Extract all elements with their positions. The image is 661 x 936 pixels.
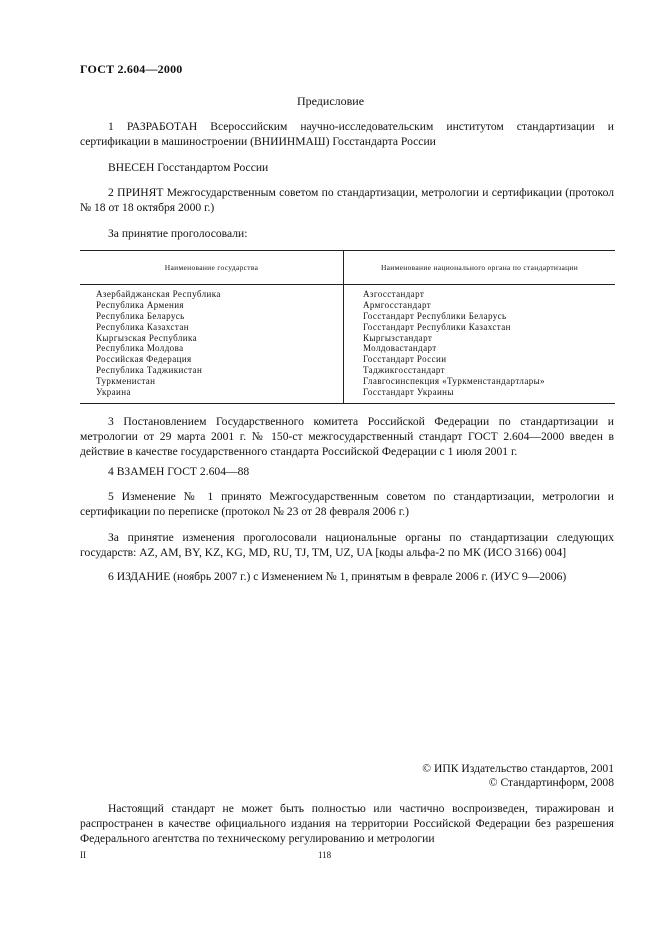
- table-header-body: Наименование национального органа по стандартизации: [380, 263, 579, 272]
- standards-body-name: Армгосстандарт: [363, 299, 432, 310]
- state-name: Республика Таджикистан: [96, 365, 203, 376]
- roman-page-number: II: [80, 850, 86, 860]
- standards-body-name: Госстандарт Украины: [363, 387, 454, 398]
- page-number: 118: [318, 850, 332, 860]
- body-item-4: 4 ВЗАМЕН ГОСТ 2.604—88: [108, 465, 250, 478]
- state-name: Азербайджанская Республика: [96, 289, 221, 299]
- table-header-state: Наименование государства: [164, 263, 259, 272]
- voted-heading: За принятие проголосовали:: [108, 227, 248, 240]
- copyright-line-1: © ИПК Издательство стандартов, 2001: [422, 762, 614, 775]
- state-name: Российская Федерация: [96, 354, 192, 365]
- copyright-line-2: © Стандартинформ, 2008: [488, 776, 614, 789]
- preface-vnesen: ВНЕСЕН Госстандартом России: [108, 161, 269, 174]
- standards-body-list: [363, 289, 613, 398]
- reproduction-notice: Настоящий стандарт не может быть полностью или частично воспроизведен, тиражирован и распространен в качестве официального издания на территории Российской Федерации без разрешения Федерального агентства по техническому регулированию и метрологии: [80, 802, 614, 845]
- state-name: Республика Беларусь: [96, 310, 185, 321]
- preface-item-1: 1 РАЗРАБОТАН Всероссийским научно-исследовательским институтом стандартизации и сертификации в машиностроении (ВНИИНМАШ) Госстандарта России: [80, 120, 614, 148]
- state-name: Республика Армения: [96, 299, 184, 310]
- body-item-5-continuation: За принятие изменения проголосовали национальные органы по стандартизации следующих государств: AZ, AM, BY, KZ, KG, MD, RU, TJ, TM, UZ, UA [коды альфа-2 по МК (ИСО 3166) 004]: [80, 531, 614, 559]
- state-name: Кыргызская Республика: [96, 332, 198, 343]
- body-item-5: 5 Изменение № 1 принято Межгосударственным советом по стандартизации, метрологии и сертификации по переписке (протокол № 23 от 28 февраля 2006 г.): [80, 490, 614, 518]
- standard-id: ГОСТ 2.604—2000: [80, 62, 183, 76]
- standards-body-name: Госстандарт Республики Казахстан: [363, 321, 511, 332]
- table-header-divider: [80, 284, 615, 285]
- standards-body-name: Госстандарт Республики Беларусь: [363, 310, 507, 321]
- standards-body-name: Молдовастандарт: [363, 343, 437, 354]
- body-item-6: 6 ИЗДАНИЕ (ноябрь 2007 г.) с Изменением № 1, принятым в феврале 2006 г. (ИУС 9—2006): [108, 570, 567, 583]
- table-column-divider: [343, 251, 344, 403]
- state-name: Туркменистан: [96, 376, 156, 387]
- preface-item-2: 2 ПРИНЯТ Межгосударственным советом по стандартизации, метрологии и сертификации (протокол № 18 от 18 октября 2000 г.): [80, 186, 614, 214]
- standards-body-name: Таджикгосстандарт: [363, 365, 445, 376]
- body-item-3: 3 Постановлением Государственного комитета Российской Федерации по стандартизации и метрологии от 29 марта 2001 г. № 150-ст межгосударственный стандарт ГОСТ 2.604—2000 введен в действие в качестве государственного стандарта Российской Федерации с 1 июля 2001 г.: [80, 415, 614, 458]
- state-list: [96, 289, 341, 398]
- preface-title: Предисловие: [296, 94, 365, 108]
- state-name: Украина: [96, 387, 131, 398]
- voting-states-table: [80, 250, 615, 404]
- standards-body-name: Азгосстандарт: [363, 289, 425, 299]
- standards-body-name: Госстандарт России: [363, 354, 447, 365]
- standards-body-name: Главгосинспекция «Туркменстандартлары»: [363, 376, 545, 387]
- state-name: Республика Молдова: [96, 343, 184, 354]
- state-name: Республика Казахстан: [96, 321, 189, 332]
- standards-body-name: Кыргызстандарт: [363, 332, 433, 343]
